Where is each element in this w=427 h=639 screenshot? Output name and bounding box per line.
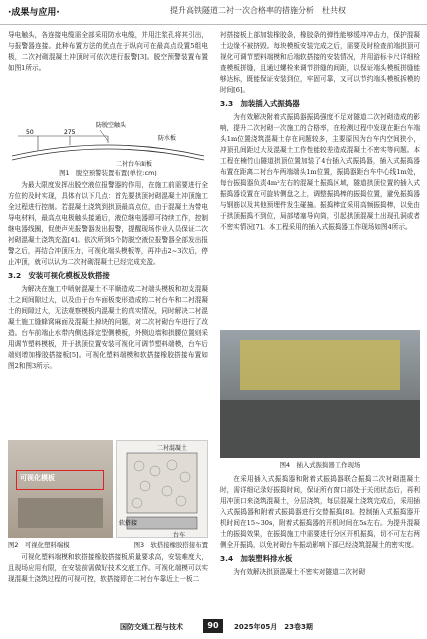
paragraph: 衬搭接板上部加装橡胶条，橡胶条的弹性能够缓冲冲击力，保护混凝土边缘不被挤毁。每块模板安装完成之后，需要及时检查前端拱顶可视化可调节塑料端模和后端软搭接的安装情况，并用游标卡尺详细检查模板拼缝，且通过螺栓来调节拼缝的间距，以保证端头模板拼缝能够达标，既能保证安装到位，牢固可靠，又可以节约端头模板拆模的时间[6]。 <box>220 31 420 94</box>
heading-3-4: 3.4 加装塑料排水板 <box>220 554 293 563</box>
paragraph: 导电触头，各连接电缆需全部采用防水电缆，并用注浆孔将其引出，与报警器连接。此种布置方法的优点在于纵向可在最高点设置5组电极，二次衬砌混凝土冲顶时可依次进行报警[3]。脱空预警装置布置如图1所示。 <box>8 31 208 72</box>
paragraph: 为最大限度发挥出脱空液位报警器的作用，在施工前需要进行全方位的及时实现，具体有以下几点：首先要拱顶衬砌混凝土冲顶施工全过程进行控制。若混凝土浇筑到拱顶最高点位，由于混凝土为带电导电材料，最高点电极触头接通后，液位继电器即可持续工作，控制继电器线圈，促使声光报警器发出报警，提醒现场作业人员保证二次衬砌混凝土浇筑充盈[4]。依次所到5个防脱空液位报警器全部发出报警之后，再结合冲顶压力，可视化端头模板等，再冲击2~3次后，停止冲顶，就可以认为二次衬砌混凝土已经完成充盈。 <box>8 181 208 266</box>
paragraph: 在采用插入式振捣器和附着式振捣器联合振捣二次衬砌混凝土时，需详细记录好振捣时间，保证所有窗口部处于关闭状态后，再利用冲顶口来浇筑混凝土，分层浇筑，每层混凝土浇筑完成后，采用插入式振捣器和附着式振捣器进行交替振捣[8]。控制插入式振捣器开机时间在15~30s，附着式振捣器的开机时间在5s左右。为提升混凝土的振捣效果，在振捣施工中需要进行分区开机振捣，切不可左右两侧全开振捣，以免衬砌台车振动影响下部已经浇筑混凝土的密实度。 <box>220 475 420 549</box>
figure-1-caption: 图1 脱空预警装置布置(单位:cm) <box>59 169 157 177</box>
leader-line <box>100 130 108 141</box>
concrete-block <box>127 453 197 513</box>
paragraph: 可视化塑料端模和软搭接橡胶搭接板质量要求高，安装难度大，且现场应用有限，在安装前需做好技术交底工作。可视化端模可以实现混凝土浇筑过程的可视可控，软搭接即在二衬台车靠近上一板二 <box>8 553 208 583</box>
overlay-text: 可视化模板 <box>20 474 55 482</box>
figure-3-diagram <box>116 440 208 538</box>
figure-3-svg <box>117 441 209 539</box>
label-right: 台车 <box>173 532 186 539</box>
label-bottom: 二衬台车面板 <box>116 161 153 168</box>
figure-1-svg <box>8 116 208 168</box>
label-board: 防水板 <box>158 135 177 142</box>
label-275: 275 <box>64 129 76 136</box>
running-title: 提升高铁隧道二衬一次合格率的措施分析 杜共权 <box>170 6 346 15</box>
figure-4-photo <box>220 330 420 458</box>
label-top: 防脱空触头 <box>96 122 127 129</box>
left-column-bottom <box>8 552 208 585</box>
heading-3-3: 3.3 加装插入式振捣器 <box>220 99 300 108</box>
right-column-bottom <box>220 474 420 578</box>
paragraph: 为有效解决附着式振捣器振捣强度不足对隧道二次衬砌造成的影响，提升二次衬砌一次施工的合格率，在检测过程中发现在距台车端头1m位置浇筑混凝土存在问题较多，主要原因为台车内空间狭小，冲顶孔间距过大及混凝土工作性能较差造成混凝土不密实等问题。本工程在楠竹山隧道拱顶位置加装了4台插入式振捣器，插入式振捣器布置在距离二衬台车两端端头1m位置，振捣器距台车中心线1m处，每台振捣器负责4m²左右的混凝土振捣区域，隧道拱顶位置的插入式振捣器设置在可旋转侧盘之上，调整振捣棒的振捣位置，避免振捣器与钢筋以及其他预埋件发生碰撞。振捣棒宜采用高频振捣棒，以免由于拱顶振捣不到位，局部堵塞导向筒，引起拱顶混凝土出现孔洞或者不密实情况[7]。本工程采用的插入式振捣器工作现场如图4所示。 <box>220 113 420 231</box>
figure-1-diagram <box>8 116 208 168</box>
right-column-top <box>220 30 420 233</box>
label-left: 软搭接 <box>119 520 138 527</box>
figure-2-caption: 图2 可视化塑料端模 <box>8 541 70 549</box>
page-number: 90 <box>203 619 223 633</box>
figure-2-photo <box>8 440 113 538</box>
left-column-body <box>8 180 208 372</box>
left-column-top <box>8 30 208 74</box>
figure-3-caption: 图3 软搭接橡胶搭接布置 <box>133 541 208 549</box>
trolley <box>127 517 197 529</box>
label-50: 50 <box>26 129 34 136</box>
paragraph: 为解决在施工中喷射混凝土不平顺造成二衬端头模板和初支混凝土之间间隙过大，以及由于台车面板变形造成的二衬台车和二衬混凝土的间隙过大，无法观察模板内混凝土的真实情况，同时解决二衬混凝土施工缝蜂窝麻面及混凝土掉块的问题，对二次衬砌台车进行了改造。台车前端止水带内侧选择定型侧模板，外侧边墙和拱腰位置则采用调节塑料模板，并于拱顶位置安装可视化可调节塑料端模，台车后端则增加橡胶搭接板[5]。可视化塑料端模和软搭接橡胶搭接布置如图2和图3所示。 <box>8 285 208 370</box>
issue-info: 2025年05月 23卷3期 <box>234 623 313 631</box>
journal-name: 国防交通工程与技术 <box>120 623 183 631</box>
heading-3-2: 3.2 安装可视化模板及软搭接 <box>8 271 110 280</box>
label-top: 二衬混凝土 <box>157 445 188 452</box>
paragraph: 为有效解决拱顶混凝土不密实对隧道二次衬砌 <box>233 568 366 576</box>
figure-2-3-captions <box>8 540 208 550</box>
section-tag: ·成果与应用· <box>8 8 60 18</box>
figure-4-caption: 图4 插入式振捣器工作现场 <box>279 461 361 469</box>
